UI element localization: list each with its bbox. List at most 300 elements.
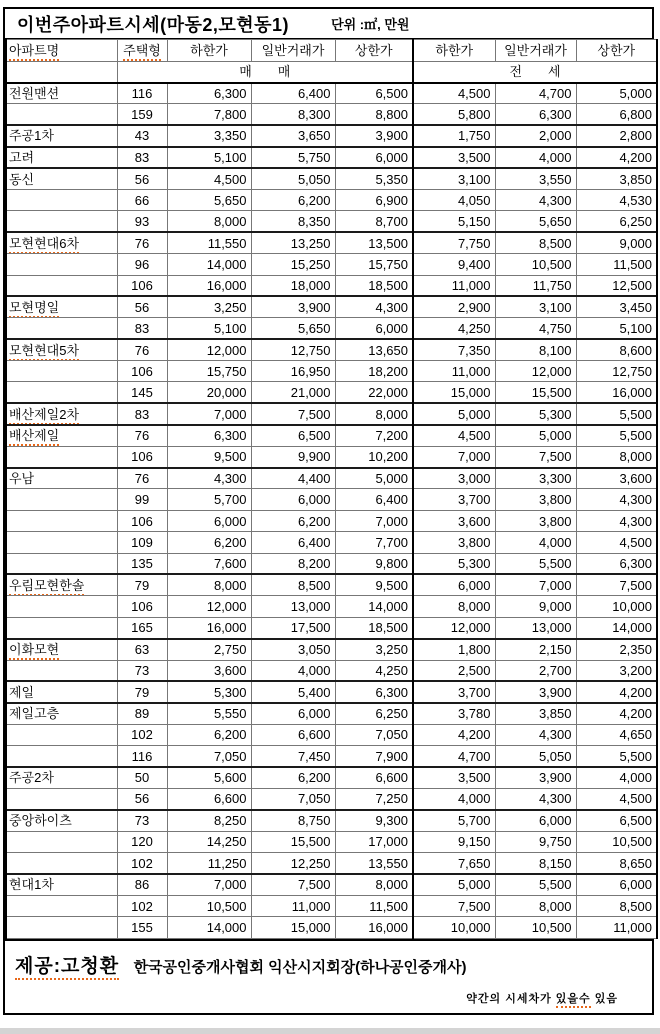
table-row <box>6 318 657 339</box>
sale-price-cell: 18,500 <box>335 617 413 638</box>
apartment-name-cell: 주공1차 <box>6 125 117 146</box>
table-row <box>6 746 657 767</box>
apartment-name-cell <box>6 318 117 339</box>
sale-price-cell: 5,650 <box>167 189 251 210</box>
housing-type-cell: 86 <box>117 874 167 895</box>
jeonse-price-cell: 4,700 <box>413 746 495 767</box>
jeonse-price-cell: 4,300 <box>495 189 576 210</box>
sale-price-cell: 6,000 <box>251 703 335 724</box>
jeonse-price-cell: 5,500 <box>576 403 657 424</box>
table-row <box>6 617 657 638</box>
jeonse-price-cell: 10,500 <box>495 917 576 938</box>
sale-price-cell: 3,600 <box>167 660 251 681</box>
jeonse-price-cell: 8,000 <box>576 446 657 467</box>
housing-type-cell: 43 <box>117 125 167 146</box>
sale-price-cell: 11,550 <box>167 232 251 253</box>
jeonse-price-cell: 6,000 <box>413 574 495 595</box>
table-row <box>6 83 657 104</box>
sale-price-cell: 8,800 <box>335 104 413 125</box>
sale-price-cell: 15,750 <box>167 361 251 382</box>
price-table <box>5 39 658 939</box>
apartment-name-cell <box>6 211 117 232</box>
apartment-name-cell <box>6 660 117 681</box>
apartment-name-cell <box>6 831 117 852</box>
sale-price-cell: 6,000 <box>167 510 251 531</box>
housing-type-cell: 79 <box>117 681 167 702</box>
sale-price-cell: 16,000 <box>167 617 251 638</box>
jeonse-price-cell: 6,250 <box>576 211 657 232</box>
provider-name: 제공:고청환 <box>15 956 119 980</box>
jeonse-price-cell: 16,000 <box>576 382 657 403</box>
jeonse-price-cell: 4,300 <box>495 724 576 745</box>
jeonse-price-cell: 4,200 <box>576 147 657 168</box>
sale-price-cell: 6,200 <box>251 767 335 788</box>
jeonse-price-cell: 10,500 <box>576 831 657 852</box>
housing-type-cell: 155 <box>117 917 167 938</box>
sale-price-cell: 7,050 <box>335 724 413 745</box>
housing-type-cell: 102 <box>117 724 167 745</box>
jeonse-price-cell: 5,000 <box>576 83 657 104</box>
sale-group-header: 매 매 <box>117 62 413 83</box>
jeonse-price-cell: 5,500 <box>576 746 657 767</box>
sale-price-cell: 4,500 <box>167 168 251 189</box>
unit-label: 단위 :㎡, 만원 <box>331 17 410 32</box>
sale-price-cell: 9,800 <box>335 553 413 574</box>
jeonse-price-cell: 3,550 <box>495 168 576 189</box>
column-header-row <box>6 40 657 62</box>
title-row <box>5 9 652 39</box>
apartment-name-cell <box>6 275 117 296</box>
sale-price-cell: 8,200 <box>251 553 335 574</box>
jeonse-price-cell: 4,200 <box>413 724 495 745</box>
housing-type-cell: 102 <box>117 895 167 916</box>
sale-price-cell: 6,000 <box>251 489 335 510</box>
table-row <box>6 660 657 681</box>
apartment-name-cell: 제일고층 <box>6 703 117 724</box>
jeonse-price-cell: 7,650 <box>413 853 495 874</box>
jeonse-price-cell: 3,000 <box>413 468 495 489</box>
sale-price-cell: 17,000 <box>335 831 413 852</box>
sale-price-cell: 3,650 <box>251 125 335 146</box>
jeonse-price-cell: 4,500 <box>413 425 495 446</box>
table-row <box>6 917 657 938</box>
jeonse-price-cell: 11,000 <box>576 917 657 938</box>
jeonse-price-cell: 3,500 <box>413 147 495 168</box>
table-row <box>6 425 657 446</box>
column-header-apartment: 아파트명 <box>6 40 117 62</box>
page-title: 이번주아파트시세(마동2,모현동1) <box>17 14 290 35</box>
sale-price-cell: 7,050 <box>251 788 335 809</box>
column-header-housing-type: 주택형 <box>117 40 167 62</box>
jeonse-price-cell: 15,000 <box>413 382 495 403</box>
sale-price-cell: 5,050 <box>251 168 335 189</box>
jeonse-price-cell: 4,700 <box>495 83 576 104</box>
apartment-name-cell: 중앙하이츠 <box>6 810 117 831</box>
sale-price-cell: 10,500 <box>167 895 251 916</box>
sale-price-cell: 8,250 <box>167 810 251 831</box>
sale-price-cell: 9,900 <box>251 446 335 467</box>
apartment-name-cell: 모현현대6차 <box>6 232 117 253</box>
sale-price-cell: 3,250 <box>335 639 413 660</box>
sale-price-cell: 8,500 <box>251 574 335 595</box>
jeonse-price-cell: 3,700 <box>413 681 495 702</box>
table-row <box>6 232 657 253</box>
jeonse-price-cell: 3,500 <box>413 767 495 788</box>
jeonse-price-cell: 7,000 <box>413 446 495 467</box>
column-header-sale-high: 상한가 <box>335 40 413 62</box>
table-row <box>6 468 657 489</box>
jeonse-price-cell: 5,800 <box>413 104 495 125</box>
jeonse-price-cell: 8,100 <box>495 339 576 360</box>
housing-type-cell: 76 <box>117 339 167 360</box>
sale-price-cell: 7,450 <box>251 746 335 767</box>
housing-type-cell: 79 <box>117 574 167 595</box>
jeonse-price-cell: 7,500 <box>576 574 657 595</box>
jeonse-price-cell: 2,150 <box>495 639 576 660</box>
sale-price-cell: 5,700 <box>167 489 251 510</box>
sale-price-cell: 3,900 <box>335 125 413 146</box>
sale-price-cell: 6,600 <box>251 724 335 745</box>
jeonse-price-cell: 4,750 <box>495 318 576 339</box>
sale-price-cell: 6,000 <box>335 147 413 168</box>
table-row <box>6 254 657 275</box>
jeonse-price-cell: 14,000 <box>576 617 657 638</box>
jeonse-price-cell: 4,300 <box>576 489 657 510</box>
apartment-name-cell <box>6 254 117 275</box>
sale-price-cell: 20,000 <box>167 382 251 403</box>
sale-price-cell: 5,750 <box>251 147 335 168</box>
jeonse-price-cell: 5,650 <box>495 211 576 232</box>
jeonse-price-cell: 8,150 <box>495 853 576 874</box>
sale-price-cell: 9,500 <box>167 446 251 467</box>
apartment-name-cell <box>6 446 117 467</box>
jeonse-price-cell: 4,200 <box>576 681 657 702</box>
housing-type-cell: 73 <box>117 660 167 681</box>
jeonse-price-cell: 4,650 <box>576 724 657 745</box>
jeonse-price-cell: 8,600 <box>576 339 657 360</box>
jeonse-price-cell: 4,050 <box>413 189 495 210</box>
table-row <box>6 703 657 724</box>
sale-price-cell: 6,600 <box>167 788 251 809</box>
table-row <box>6 339 657 360</box>
jeonse-price-cell: 3,300 <box>495 468 576 489</box>
jeonse-price-cell: 12,000 <box>413 617 495 638</box>
jeonse-price-cell: 5,000 <box>495 425 576 446</box>
jeonse-price-cell: 4,500 <box>413 83 495 104</box>
jeonse-price-cell: 9,000 <box>495 596 576 617</box>
sale-price-cell: 6,400 <box>335 489 413 510</box>
sale-price-cell: 12,000 <box>167 596 251 617</box>
sale-price-cell: 2,750 <box>167 639 251 660</box>
disclaimer-note: 약간의 시세차가 있을수 있음 <box>15 990 642 1006</box>
jeonse-price-cell: 3,100 <box>413 168 495 189</box>
jeonse-price-cell: 3,450 <box>576 296 657 317</box>
sale-price-cell: 9,500 <box>335 574 413 595</box>
sale-price-cell: 12,750 <box>251 339 335 360</box>
sale-price-cell: 6,300 <box>167 425 251 446</box>
jeonse-price-cell: 3,850 <box>495 703 576 724</box>
jeonse-price-cell: 7,750 <box>413 232 495 253</box>
housing-type-cell: 159 <box>117 104 167 125</box>
jeonse-price-cell: 2,700 <box>495 660 576 681</box>
apartment-name-cell: 배산제일 <box>6 425 117 446</box>
sale-price-cell: 9,300 <box>335 810 413 831</box>
jeonse-price-cell: 1,750 <box>413 125 495 146</box>
jeonse-price-cell: 7,500 <box>413 895 495 916</box>
sale-price-cell: 6,200 <box>251 189 335 210</box>
apartment-name-cell: 전원맨션 <box>6 83 117 104</box>
sale-price-cell: 6,500 <box>335 83 413 104</box>
jeonse-price-cell: 7,500 <box>495 446 576 467</box>
jeonse-price-cell: 6,800 <box>576 104 657 125</box>
sale-price-cell: 3,250 <box>167 296 251 317</box>
housing-type-cell: 83 <box>117 403 167 424</box>
housing-type-cell: 76 <box>117 232 167 253</box>
housing-type-cell: 106 <box>117 275 167 296</box>
housing-type-cell: 165 <box>117 617 167 638</box>
table-row <box>6 489 657 510</box>
housing-type-cell: 66 <box>117 189 167 210</box>
sale-price-cell: 7,800 <box>167 104 251 125</box>
table-row <box>6 681 657 702</box>
table-row <box>6 382 657 403</box>
sale-price-cell: 7,200 <box>335 425 413 446</box>
jeonse-price-cell: 12,000 <box>495 361 576 382</box>
sale-price-cell: 14,000 <box>335 596 413 617</box>
sale-price-cell: 3,900 <box>251 296 335 317</box>
sale-price-cell: 6,300 <box>335 681 413 702</box>
sale-price-cell: 13,550 <box>335 853 413 874</box>
jeonse-price-cell: 2,900 <box>413 296 495 317</box>
sale-price-cell: 4,300 <box>335 296 413 317</box>
housing-type-cell: 120 <box>117 831 167 852</box>
sale-price-cell: 13,500 <box>335 232 413 253</box>
housing-type-cell: 76 <box>117 425 167 446</box>
sale-price-cell: 6,900 <box>335 189 413 210</box>
sale-price-cell: 5,350 <box>335 168 413 189</box>
sale-price-cell: 5,600 <box>167 767 251 788</box>
sale-price-cell: 8,350 <box>251 211 335 232</box>
table-row <box>6 361 657 382</box>
housing-type-cell: 109 <box>117 532 167 553</box>
apartment-name-cell <box>6 746 117 767</box>
apartment-name-cell <box>6 724 117 745</box>
sale-price-cell: 15,500 <box>251 831 335 852</box>
footer-provider-line <box>15 951 642 978</box>
housing-type-cell: 83 <box>117 147 167 168</box>
apartment-name-cell: 모현명일 <box>6 296 117 317</box>
sale-price-cell: 8,000 <box>167 211 251 232</box>
sale-price-cell: 7,000 <box>335 510 413 531</box>
jeonse-price-cell: 3,100 <box>495 296 576 317</box>
housing-type-cell: 116 <box>117 746 167 767</box>
jeonse-price-cell: 5,000 <box>413 874 495 895</box>
apartment-name-cell: 제일 <box>6 681 117 702</box>
jeonse-price-cell: 4,530 <box>576 189 657 210</box>
sale-price-cell: 22,000 <box>335 382 413 403</box>
apartment-name-cell <box>6 382 117 403</box>
housing-type-cell: 116 <box>117 83 167 104</box>
table-row <box>6 446 657 467</box>
housing-type-cell: 106 <box>117 446 167 467</box>
sale-price-cell: 4,250 <box>335 660 413 681</box>
sale-price-cell: 5,100 <box>167 147 251 168</box>
jeonse-price-cell: 5,100 <box>576 318 657 339</box>
housing-type-cell: 56 <box>117 788 167 809</box>
jeonse-price-cell: 9,400 <box>413 254 495 275</box>
jeonse-price-cell: 4,000 <box>413 788 495 809</box>
jeonse-price-cell: 3,700 <box>413 489 495 510</box>
table-row <box>6 639 657 660</box>
sale-price-cell: 16,950 <box>251 361 335 382</box>
apartment-name-cell <box>6 917 117 938</box>
housing-type-cell: 76 <box>117 468 167 489</box>
table-row <box>6 125 657 146</box>
jeonse-price-cell: 12,750 <box>576 361 657 382</box>
page-edge-strip <box>0 1028 660 1034</box>
table-row <box>6 275 657 296</box>
apartment-name-cell: 동신 <box>6 168 117 189</box>
jeonse-price-cell: 8,000 <box>413 596 495 617</box>
jeonse-price-cell: 3,800 <box>495 489 576 510</box>
jeonse-price-cell: 3,600 <box>413 510 495 531</box>
jeonse-price-cell: 5,000 <box>413 403 495 424</box>
sale-price-cell: 3,350 <box>167 125 251 146</box>
jeonse-price-cell: 6,300 <box>576 553 657 574</box>
jeonse-price-cell: 3,900 <box>495 767 576 788</box>
sale-price-cell: 18,500 <box>335 275 413 296</box>
jeonse-price-cell: 8,500 <box>576 895 657 916</box>
apartment-name-cell <box>6 895 117 916</box>
apartment-name-cell: 주공2차 <box>6 767 117 788</box>
sale-price-cell: 12,250 <box>251 853 335 874</box>
jeonse-price-cell: 5,300 <box>413 553 495 574</box>
column-header-sale-low: 하한가 <box>167 40 251 62</box>
housing-type-cell: 50 <box>117 767 167 788</box>
apartment-name-cell <box>6 788 117 809</box>
jeonse-price-cell: 15,500 <box>495 382 576 403</box>
jeonse-price-cell: 5,500 <box>495 874 576 895</box>
apartment-name-cell <box>6 189 117 210</box>
table-row <box>6 574 657 595</box>
sale-price-cell: 7,500 <box>251 403 335 424</box>
sale-price-cell: 6,200 <box>251 510 335 531</box>
table-row <box>6 510 657 531</box>
jeonse-price-cell: 4,200 <box>576 703 657 724</box>
jeonse-price-cell: 8,500 <box>495 232 576 253</box>
table-row <box>6 831 657 852</box>
apartment-name-cell <box>6 532 117 553</box>
sale-price-cell: 7,000 <box>167 874 251 895</box>
sale-price-cell: 5,300 <box>167 681 251 702</box>
column-header-jeonse-low: 하한가 <box>413 40 495 62</box>
apartment-name-cell <box>6 510 117 531</box>
sale-price-cell: 6,600 <box>335 767 413 788</box>
jeonse-price-cell: 4,300 <box>495 788 576 809</box>
jeonse-price-cell: 11,000 <box>413 361 495 382</box>
sale-price-cell: 8,000 <box>167 574 251 595</box>
table-row <box>6 104 657 125</box>
jeonse-price-cell: 4,300 <box>576 510 657 531</box>
sale-price-cell: 6,000 <box>335 318 413 339</box>
jeonse-price-cell: 6,300 <box>495 104 576 125</box>
sale-price-cell: 8,700 <box>335 211 413 232</box>
housing-type-cell: 56 <box>117 296 167 317</box>
housing-type-cell: 106 <box>117 510 167 531</box>
jeonse-price-cell: 4,000 <box>576 767 657 788</box>
sale-price-cell: 8,750 <box>251 810 335 831</box>
sale-price-cell: 6,400 <box>251 532 335 553</box>
apartment-name-cell: 우남 <box>6 468 117 489</box>
table-row <box>6 596 657 617</box>
sale-price-cell: 12,000 <box>167 339 251 360</box>
apartment-name-cell: 현대1차 <box>6 874 117 895</box>
apartment-name-cell: 이화모현 <box>6 639 117 660</box>
sale-price-cell: 7,050 <box>167 746 251 767</box>
housing-type-cell: 63 <box>117 639 167 660</box>
housing-type-cell: 89 <box>117 703 167 724</box>
jeonse-price-cell: 2,000 <box>495 125 576 146</box>
jeonse-price-cell: 4,000 <box>495 147 576 168</box>
sale-price-cell: 7,500 <box>251 874 335 895</box>
jeonse-price-cell: 5,500 <box>495 553 576 574</box>
jeonse-price-cell: 5,050 <box>495 746 576 767</box>
sale-price-cell: 5,100 <box>167 318 251 339</box>
apartment-name-cell <box>6 553 117 574</box>
jeonse-price-cell: 5,150 <box>413 211 495 232</box>
jeonse-price-cell: 4,500 <box>576 788 657 809</box>
sale-price-cell: 5,550 <box>167 703 251 724</box>
jeonse-price-cell: 12,500 <box>576 275 657 296</box>
sale-price-cell: 5,000 <box>335 468 413 489</box>
apartment-name-cell <box>6 361 117 382</box>
jeonse-price-cell: 10,000 <box>576 596 657 617</box>
housing-type-cell: 96 <box>117 254 167 275</box>
sale-price-cell: 14,000 <box>167 917 251 938</box>
sale-price-cell: 6,300 <box>167 83 251 104</box>
apartment-name-cell: 배산제일2차 <box>6 403 117 424</box>
table-row <box>6 189 657 210</box>
sale-price-cell: 21,000 <box>251 382 335 403</box>
sale-price-cell: 5,400 <box>251 681 335 702</box>
jeonse-price-cell: 3,200 <box>576 660 657 681</box>
sale-price-cell: 11,500 <box>335 895 413 916</box>
sale-price-cell: 3,050 <box>251 639 335 660</box>
table-row <box>6 767 657 788</box>
sale-price-cell: 6,400 <box>251 83 335 104</box>
sale-price-cell: 7,600 <box>167 553 251 574</box>
housing-type-cell: 102 <box>117 853 167 874</box>
apartment-name-cell: 우림모현한솔 <box>6 574 117 595</box>
group-header-empty <box>6 62 117 83</box>
table-row <box>6 168 657 189</box>
jeonse-price-cell: 3,800 <box>495 510 576 531</box>
sale-price-cell: 15,000 <box>251 917 335 938</box>
sale-price-cell: 6,200 <box>167 532 251 553</box>
apartment-name-cell <box>6 617 117 638</box>
jeonse-price-cell: 8,650 <box>576 853 657 874</box>
sale-price-cell: 7,250 <box>335 788 413 809</box>
jeonse-price-cell: 2,500 <box>413 660 495 681</box>
housing-type-cell: 135 <box>117 553 167 574</box>
housing-type-cell: 93 <box>117 211 167 232</box>
apartment-name-cell <box>6 489 117 510</box>
housing-type-cell: 99 <box>117 489 167 510</box>
jeonse-price-cell: 8,000 <box>495 895 576 916</box>
sale-price-cell: 4,400 <box>251 468 335 489</box>
apartment-name-cell: 모현현대5차 <box>6 339 117 360</box>
sale-price-cell: 11,000 <box>251 895 335 916</box>
